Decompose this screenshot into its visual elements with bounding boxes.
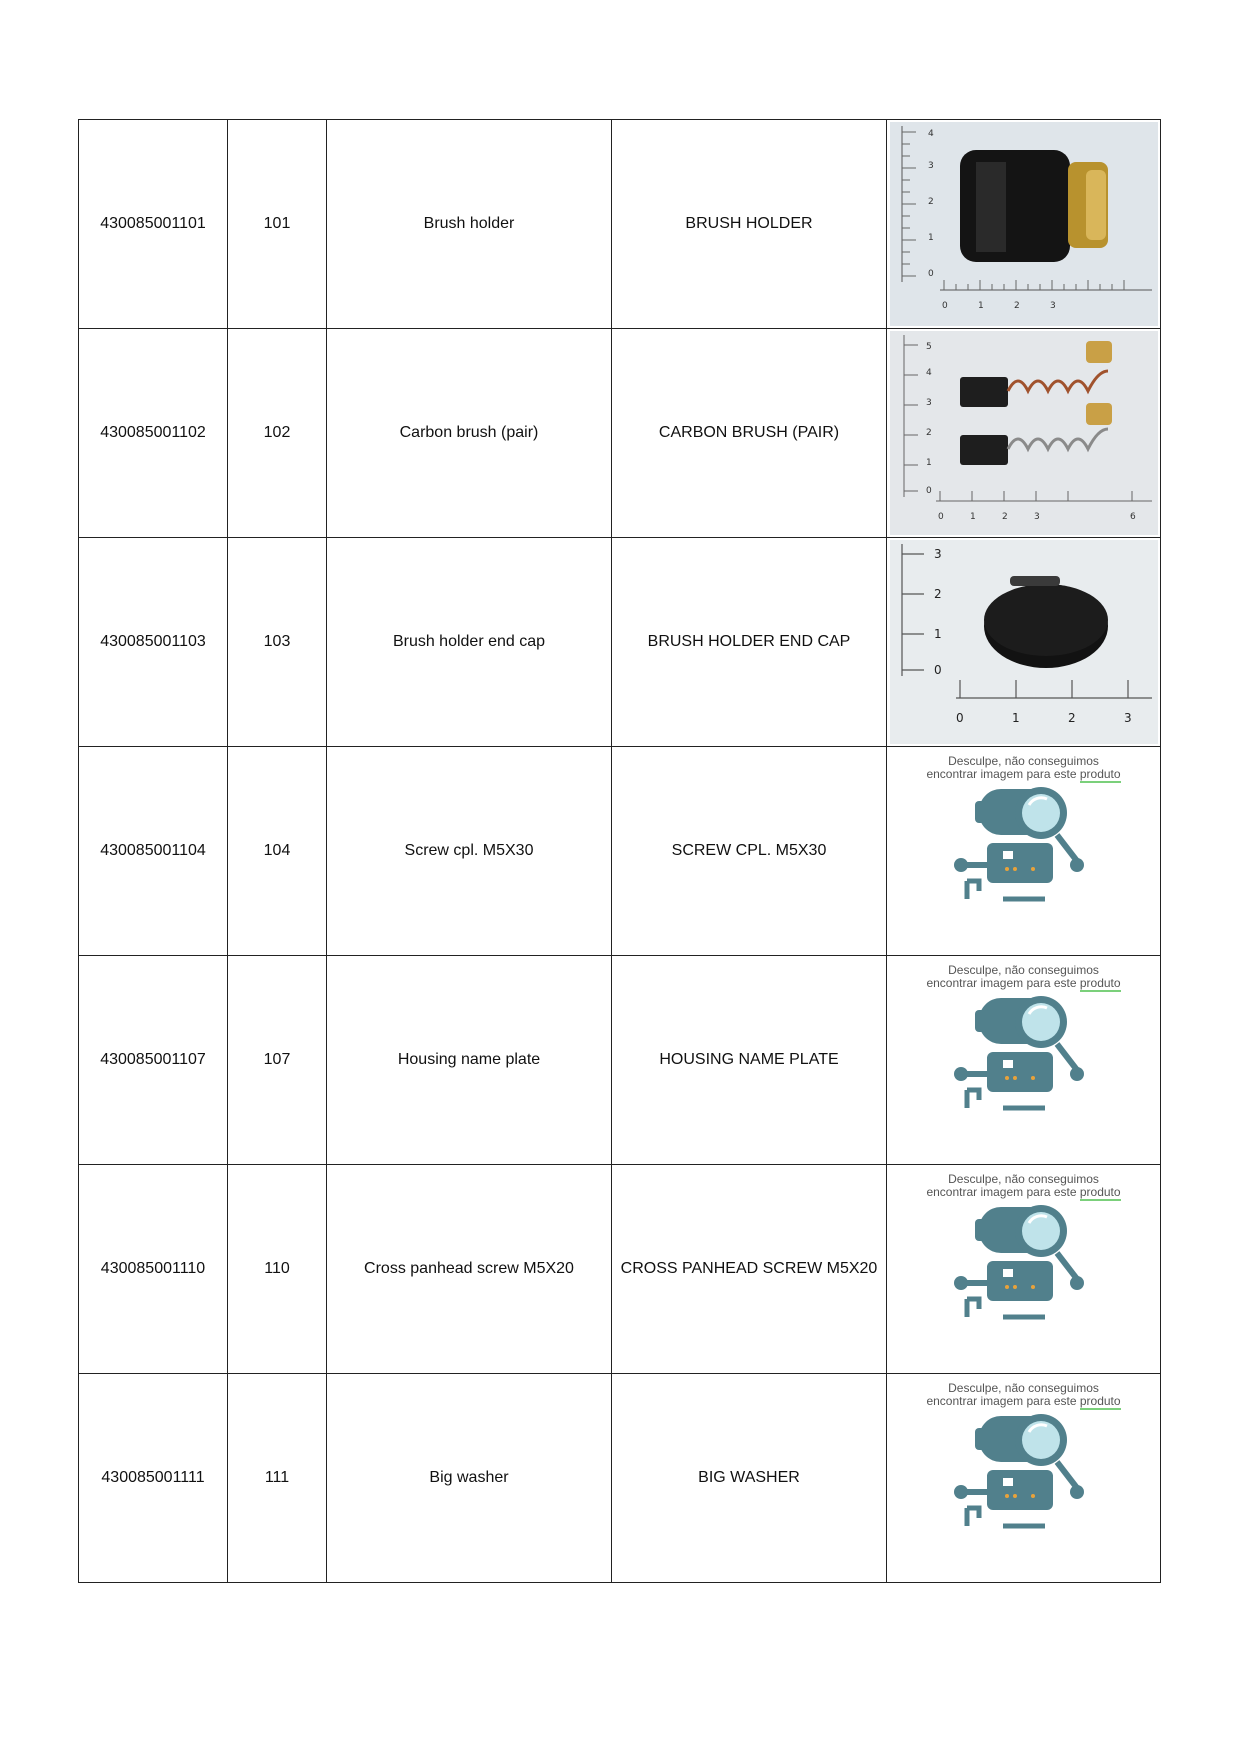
part-image-cell [887,538,1161,747]
part-name-upper: CARBON BRUSH (PAIR) [612,329,887,538]
placeholder-link: produto [1079,767,1121,781]
svg-text:0: 0 [955,711,964,725]
part-name: Housing name plate [327,956,612,1165]
part-name-upper: BRUSH HOLDER [612,120,887,329]
part-name: Big washer [327,1374,612,1583]
part-image-cell [887,747,1161,956]
position-number: 111 [228,1374,327,1583]
position-number: 101 [228,120,327,329]
part-name-upper: CROSS PANHEAD SCREW M5X20 [612,1165,887,1374]
svg-text:1: 1 [925,458,932,468]
table-row [79,120,1161,329]
part-name: Screw cpl. M5X30 [327,747,612,956]
table-row [79,329,1161,538]
svg-text:0: 0 [941,301,948,311]
svg-text:1: 1 [969,512,976,522]
position-number: 107 [228,956,327,1165]
svg-text:2: 2 [1067,711,1076,725]
position-number: 102 [228,329,327,538]
position-number: 103 [228,538,327,747]
table-row [79,747,1161,956]
svg-text:0: 0 [925,486,932,496]
part-name-upper: BRUSH HOLDER END CAP [612,538,887,747]
svg-text:4: 4 [927,129,934,139]
table-row [79,1374,1161,1583]
robot-magnifier-icon [949,1408,1099,1538]
svg-text:0: 0 [937,512,944,522]
no-image-placeholder [887,958,1160,1162]
svg-text:1: 1 [927,233,934,243]
end-cap-photo [890,540,1158,744]
part-code: 430085001104 [79,747,228,956]
part-name: Brush holder end cap [327,538,612,747]
svg-text:2: 2 [933,587,942,601]
svg-text:3: 3 [1033,512,1040,522]
placeholder-message: encontrar imagem para este [926,976,1077,990]
part-name: Brush holder [327,120,612,329]
part-image-cell [887,120,1161,329]
placeholder-message: encontrar imagem para este [926,767,1077,781]
svg-text:1: 1 [933,627,942,641]
part-image-cell [887,329,1161,538]
svg-text:5: 5 [925,342,932,352]
placeholder-message: Desculpe, não conseguimos [948,963,1099,977]
part-code: 430085001110 [79,1165,228,1374]
svg-text:0: 0 [933,663,942,677]
placeholder-message: Desculpe, não conseguimos [948,1381,1099,1395]
part-code: 430085001101 [79,120,228,329]
part-name-upper: SCREW CPL. M5X30 [612,747,887,956]
no-image-placeholder [887,1376,1160,1580]
svg-text:3: 3 [927,161,934,171]
part-image-cell [887,956,1161,1165]
placeholder-link: produto [1079,1185,1121,1199]
svg-text:3: 3 [933,547,942,561]
svg-text:1: 1 [1011,711,1020,725]
parts-table [78,119,1161,1583]
robot-magnifier-icon [949,781,1099,911]
robot-magnifier-icon [949,990,1099,1120]
part-code: 430085001103 [79,538,228,747]
position-number: 110 [228,1165,327,1374]
carbon-brush-photo [890,331,1158,535]
svg-text:2: 2 [927,197,934,207]
placeholder-message: Desculpe, não conseguimos [948,1172,1099,1186]
part-name: Carbon brush (pair) [327,329,612,538]
no-image-placeholder [887,1167,1160,1371]
svg-text:6: 6 [1129,512,1136,522]
svg-text:2: 2 [925,428,932,438]
part-image-cell [887,1165,1161,1374]
svg-text:3: 3 [925,398,932,408]
placeholder-link: produto [1079,1394,1121,1408]
svg-text:0: 0 [927,269,934,279]
svg-text:3: 3 [1049,301,1056,311]
part-code: 430085001111 [79,1374,228,1583]
placeholder-link: produto [1079,976,1121,990]
brush-holder-photo [890,122,1158,326]
placeholder-message: Desculpe, não conseguimos [948,754,1099,768]
robot-magnifier-icon [949,1199,1099,1329]
table-row [79,538,1161,747]
part-name-upper: HOUSING NAME PLATE [612,956,887,1165]
part-code: 430085001107 [79,956,228,1165]
placeholder-message: encontrar imagem para este [926,1185,1077,1199]
no-image-placeholder [887,749,1160,953]
svg-text:3: 3 [1123,711,1132,725]
svg-text:2: 2 [1001,512,1008,522]
part-name: Cross panhead screw M5X20 [327,1165,612,1374]
table-row [79,956,1161,1165]
svg-text:2: 2 [1013,301,1020,311]
placeholder-message: encontrar imagem para este [926,1394,1077,1408]
position-number: 104 [228,747,327,956]
part-code: 430085001102 [79,329,228,538]
svg-text:1: 1 [977,301,984,311]
part-image-cell [887,1374,1161,1583]
svg-text:4: 4 [925,368,932,378]
table-row [79,1165,1161,1374]
part-name-upper: BIG WASHER [612,1374,887,1583]
